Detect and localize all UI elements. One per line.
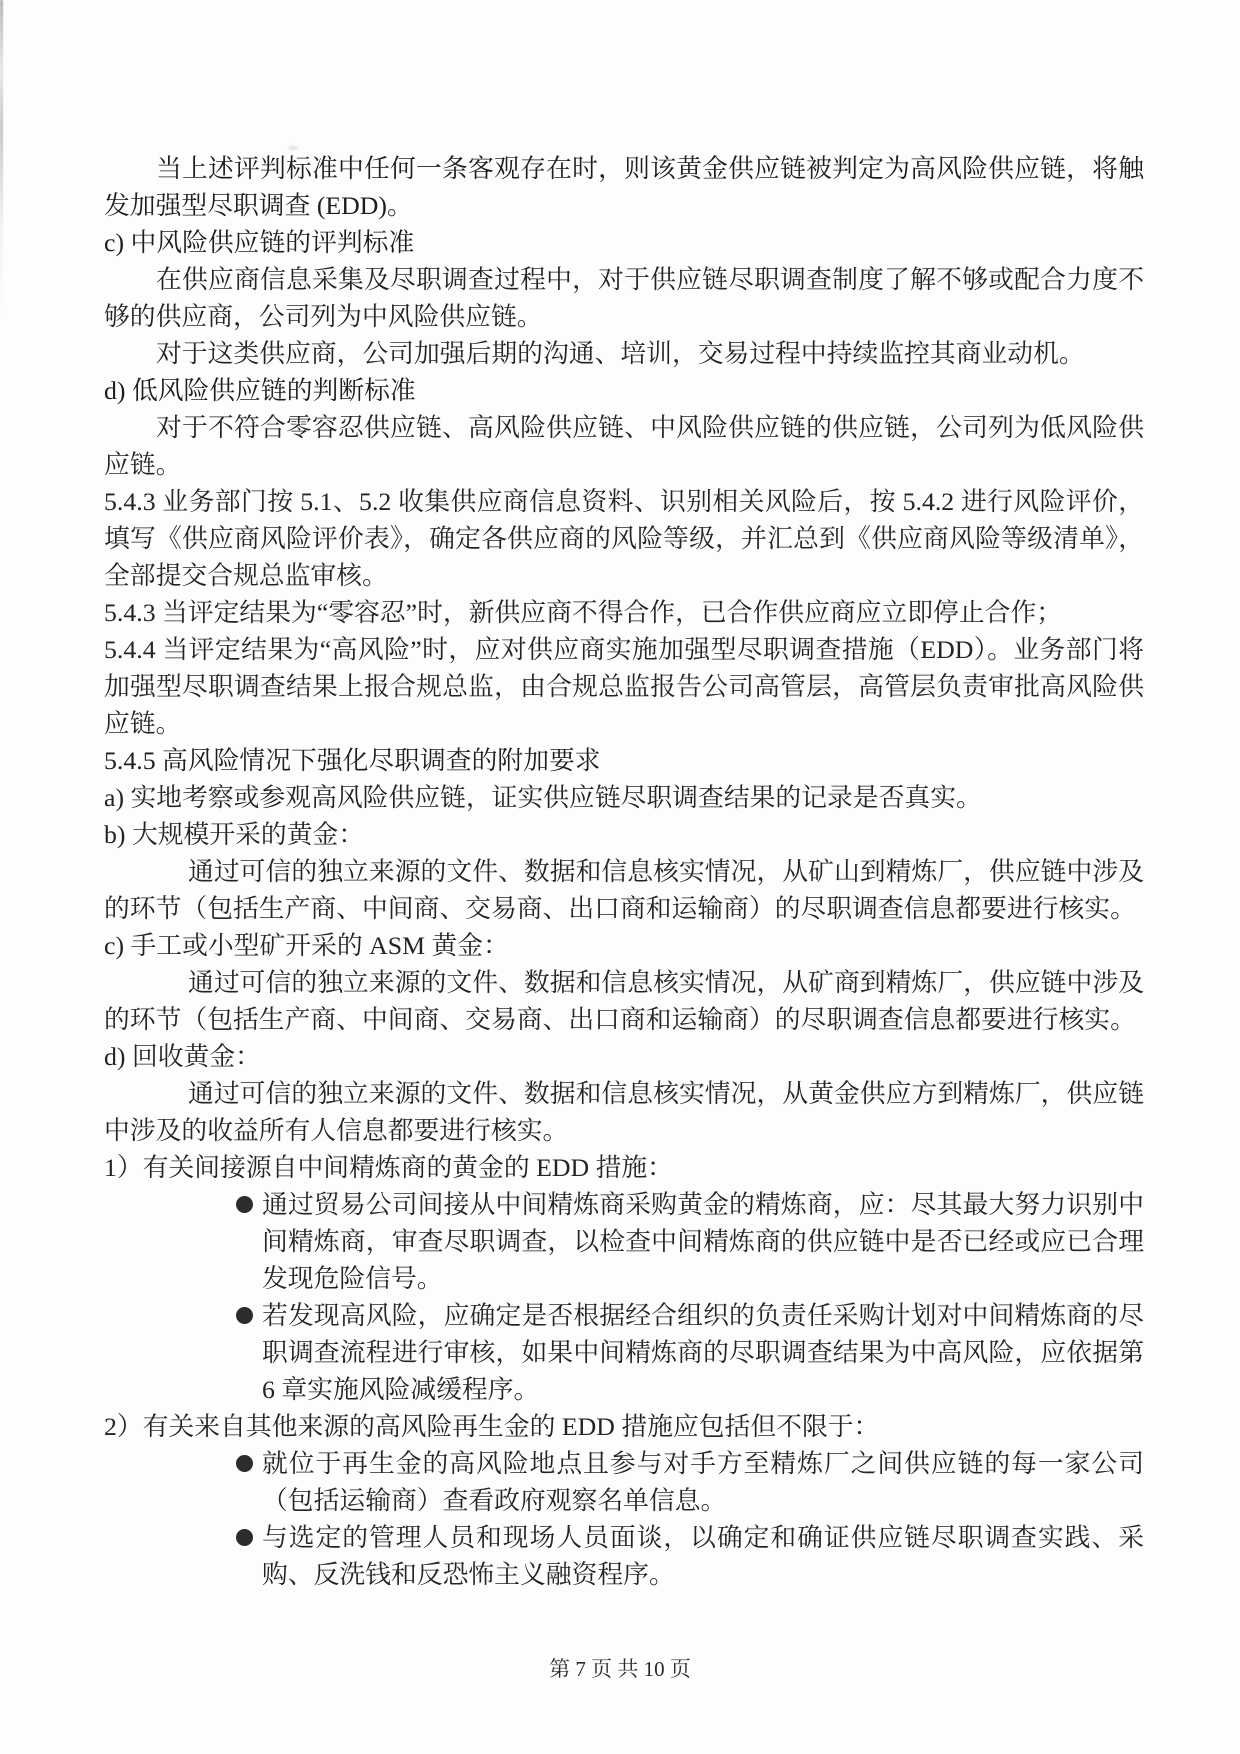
paragraph-544-high-risk-edd: 5.4.4 当评定结果为“高风险”时，应对供应商实施加强型尽职调查措施（EDD）。业务部门将加强型尽职调查结果上报合规总监，由合规总监报告公司高管层，高管层负责审批高风险供应链。 [104, 635, 1144, 738]
bullet-text: 若发现高风险，应确定是否根据经合组织的负责任采购计划对中间精炼商的尽职调查流程进行审核，如果中间精炼商的尽职调查结果为中高风险，应依据第 6 章实施风险减缓程序。 [262, 1301, 1144, 1404]
bullet-item-high-risk-audit [236, 1297, 1144, 1408]
item-2-other-source-edd: 2）有关来自其他来源的高风险再生金的 EDD 措施应包括但不限于： [104, 1412, 880, 1441]
paragraph-b-verification: 通过可信的独立来源的文件、数据和信息核实情况，从矿山到精炼厂，供应链中涉及的环节（包括生产商、中间商、交易商、出口商和运输商）的尽职调查信息都要进行核实。 [104, 857, 1144, 923]
bullet-item-watchlist-check [236, 1445, 1144, 1519]
paragraph-intro-high-risk-trigger: 当上述评判标准中任何一条客观存在时，则该黄金供应链被判定为高风险供应链，将触发加强型尽职调查 (EDD)。 [104, 154, 1144, 220]
bullet-item-identify-refiner [236, 1186, 1144, 1297]
bullet-text: 就位于再生金的高风险地点且参与对手方至精炼厂之间供应链的每一家公司（包括运输商）查看政府观察名单信息。 [262, 1449, 1144, 1515]
scan-edge-artifact [0, 0, 3, 320]
bullet-icon [236, 1307, 253, 1324]
item-d-recycled-gold: d) 回收黄金： [104, 1042, 261, 1071]
paragraph-c-verification: 通过可信的独立来源的文件、数据和信息核实情况，从矿商到精炼厂，供应链中涉及的环节（包括生产商、中间商、交易商、出口商和运输商）的尽职调查信息都要进行核实。 [104, 968, 1144, 1034]
heading-545-edd-additional-requirements: 5.4.5 高风险情况下强化尽职调查的附加要求 [104, 746, 601, 775]
item-1-intermediate-refiner-edd: 1）有关间接源自中间精炼商的黄金的 EDD 措施： [104, 1153, 673, 1182]
bullet-text: 通过贸易公司间接从中间精炼商采购黄金的精炼商，应：尽其最大努力识别中间精炼商，审查尽职调查，以检查中间精炼商的供应链中是否已经或应已合理发现危险信号。 [262, 1190, 1144, 1293]
item-a-site-visit: a) 实地考察或参观高风险供应链，证实供应链尽职调查结果的记录是否真实。 [104, 783, 982, 812]
bullet-item-staff-interviews [236, 1519, 1144, 1593]
bullet-text: 与选定的管理人员和现场人员面谈，以确定和确证供应链尽职调查实践、采购、反洗钱和反恐怖主义融资程序。 [262, 1523, 1144, 1589]
item-b-large-scale-gold: b) 大规模开采的黄金： [104, 820, 365, 849]
paragraph-medium-risk-definition: 在供应商信息采集及尽职调查过程中，对于供应链尽职调查制度了解不够或配合力度不够的供应商，公司列为中风险供应链。 [104, 265, 1144, 331]
paragraph-d-verification: 通过可信的独立来源的文件、数据和信息核实情况，从黄金供应方到精炼厂，供应链中涉及的收益所有人信息都要进行核实。 [104, 1079, 1144, 1145]
item-c-asm-gold: c) 手工或小型矿开采的 ASM 黄金： [104, 931, 509, 960]
document-body [104, 150, 1144, 1593]
heading-low-risk-criteria: d) 低风险供应链的判断标准 [104, 376, 416, 405]
bullet-icon [236, 1529, 253, 1546]
heading-medium-risk-criteria: c) 中风险供应链的评判标准 [104, 228, 415, 257]
paragraph-low-risk-definition: 对于不符合零容忍供应链、高风险供应链、中风险供应链的供应链，公司列为低风险供应链。 [104, 413, 1144, 479]
paragraph-543-zero-tolerance: 5.4.3 当评定结果为“零容忍”时，新供应商不得合作，已合作供应商应立即停止合作； [104, 598, 1063, 627]
page-footer: 第 7 页 共 10 页 [549, 1657, 691, 1681]
paragraph-543-risk-evaluation: 5.4.3 业务部门按 5.1、5.2 收集供应商信息资料、识别相关风险后，按 5.4.2 进行风险评价，填写《供应商风险评价表》，确定各供应商的风险等级，并汇总到《供应商风险等级清单》，全部提交合规总监审核。 [104, 487, 1144, 590]
bullet-icon [236, 1196, 253, 1213]
bullet-icon [236, 1455, 253, 1472]
paragraph-medium-risk-monitoring: 对于这类供应商，公司加强后期的沟通、培训，交易过程中持续监控其商业动机。 [156, 339, 1085, 368]
